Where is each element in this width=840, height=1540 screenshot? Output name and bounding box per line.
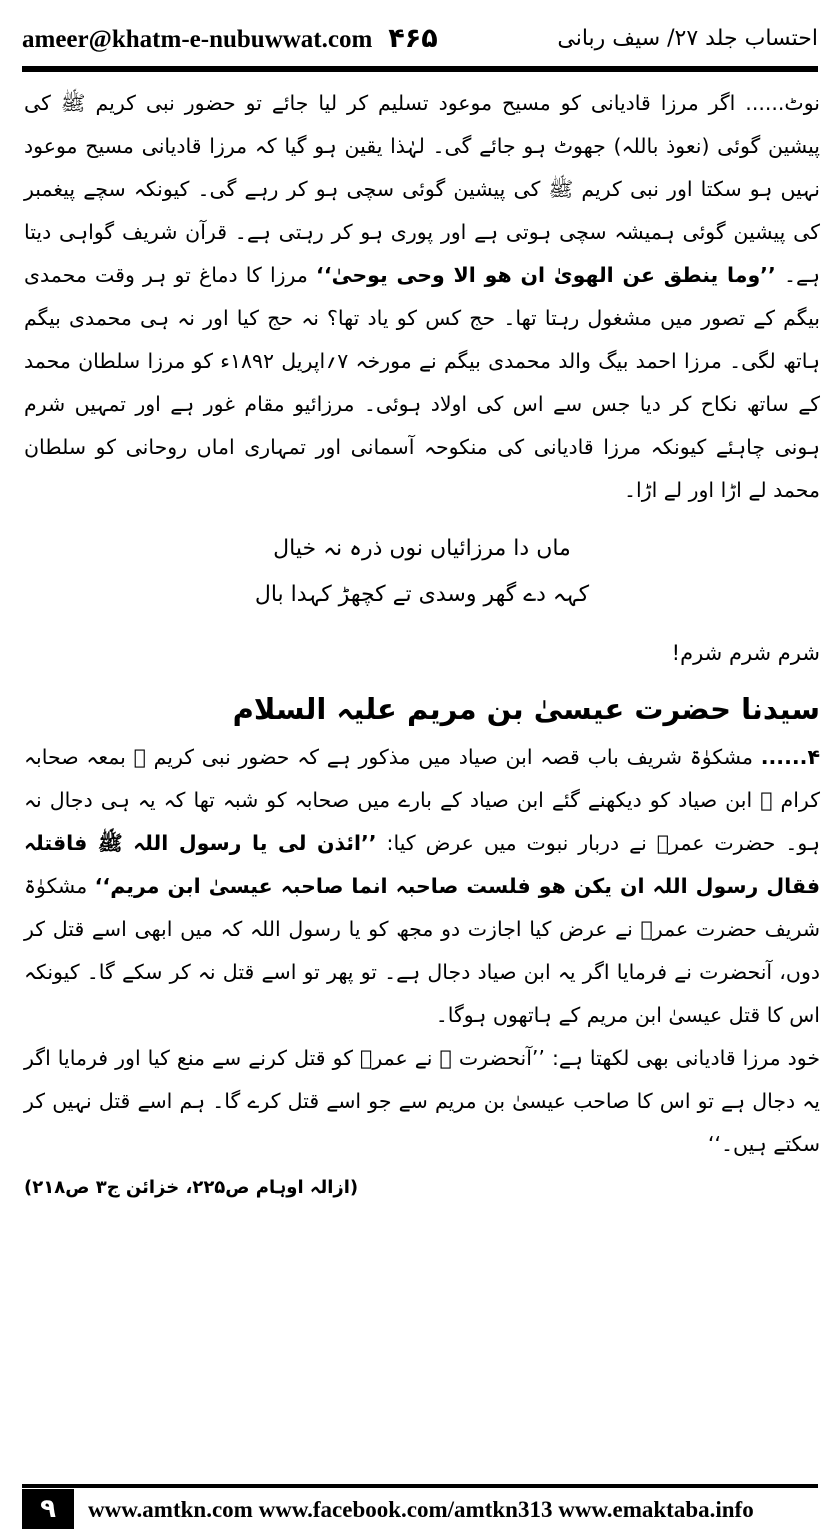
- quran-quote: ’’وما ینطق عن الھویٰ ان ھو الا وحی یوحیٰ‘‘: [316, 263, 776, 287]
- section-heading: سیدنا حضرت عیسیٰ بن مریم علیہ السلام: [232, 692, 820, 726]
- header-page-number: ۴۶۵: [388, 22, 438, 54]
- page-header: [22, 14, 818, 62]
- footer-websites[interactable]: www.amtkn.com www.facebook.com/amtkn313 www.emaktaba.info: [88, 1497, 754, 1522]
- header-book-title: احتساب جلد ۲۷/ سیف ربانی: [557, 25, 818, 51]
- paragraph-mirza-quote: خود مرزا قادیانی بھی لکھتا ہے: ’’آنحضرت ﷺ نے عمرؓ کو قتل کرنے سے منع کیا اور فرمایا اگر یہ دجال ہے تو اس کا صاحب عیسیٰ بن مریم سے جو اسے قتل کرے گا۔ ہم اسے قتل نہیں کر سکتے ہیں۔‘‘: [24, 1046, 820, 1156]
- header-email[interactable]: ameer@khatm-e-nubuwwat.com: [22, 25, 373, 53]
- verse-line-2: کہہ دے گھر وسدی تے کچھڑ کہدا بال: [254, 582, 590, 607]
- verse-line-1: ماں دا مرزائیاں نوں ذرہ نہ خیال: [273, 536, 571, 561]
- paragraph-note: [24, 82, 820, 512]
- paragraph-number: ۴......: [760, 745, 820, 769]
- mishkat-text: مشکوٰۃ شریف باب قصہ ابن صیاد میں مذکور ہے کہ حضور نبی کریم ﷺ بمعہ صحابہ کرام ﷺ ابن صیاد کو دیکھنے گئے ابن صیاد کے بارے میں صحابہ کو شبہ تھا کہ یہ ہی دجال نہ ہو۔ حضرت عمرؓ نے دربار نبوت میں عرض کیا:: [24, 745, 820, 855]
- exclamation: شرم شرم شرم!: [671, 641, 820, 665]
- page-body: [24, 82, 820, 1209]
- reference-line: [24, 1166, 820, 1209]
- page-footer: [22, 1484, 818, 1532]
- note-continuation: مرزا کا دماغ تو ہر وقت محمدی بیگم کے تصور میں مشغول رہتا تھا۔ حج کس کو یاد تھا؟ نہ حج کیا اور نہ ہی محمدی بیگم ہاتھ لگی۔ مرزا احمد بیگ والد محمدی بیگم نے مورخہ ۷؍اپریل ۱۸۹۲ء کو مرزا سلطان محمد کے ساتھ نکاح کر دیا جس سے اس کی اولاد ہوئی۔ مرزائیو مقام غور ہے اور تمہیں شرم ہونی چاہئے کیونکہ مرزا قادیانی کی منکوحہ آسمانی اور تمہاری اماں روحانی کو سلطان محمد لے اڑا اور لے اڑا۔: [24, 263, 820, 502]
- citation: (ازالہ اوہام ص۲۲۵، خزائن ج۳ ص۲۱۸): [24, 1177, 359, 1198]
- paragraph-mishkat: [24, 736, 820, 1037]
- mishkat-continuation: مشکوٰۃ شریف حضرت عمرؓ نے عرض کیا اجازت دو مجھ کو یا رسول اللہ کہ میں ابھی اسے قتل کر دوں، آنحضرت نے فرمایا اگر یہ ابن صیاد دجال ہے۔ تو پھر تو اسے قتل نہ کر سکے گا۔ کیونکہ اس کا قتل عیسیٰ ابن مریم کے ہاتھوں ہوگا۔: [24, 874, 820, 1027]
- header-left: [22, 23, 438, 54]
- footer-page-number: ۹: [22, 1489, 74, 1529]
- hadith-quote: ’’ائذن لی یا رسول اللہ ﷺ فاقتلہ فقال رسول اللہ ان یکن ھو فلست صاحبہ انما صاحبہ عیسیٰ ابن مریم‘‘: [24, 831, 820, 898]
- header-rule: [22, 66, 818, 72]
- note-text: نوٹ...... اگر مرزا قادیانی کو مسیح موعود تسلیم کر لیا جائے تو حضور نبی کریم ﷺ کی پیشین گوئی (نعوذ باللہ) جھوٹ ہو جائے گی۔ لہٰذا یقین ہو گیا کہ مرزا قادیانی مسیح موعود نہیں ہو سکتا اور نبی کریم ﷺ کی پیشین گوئی سچی ہو کر رہے گی۔ کیونکہ سچے پیغمبر کی پیشین گوئی ہمیشہ سچی ہوتی ہے اور پوری ہو کر رہتی ہے۔ قرآن شریف گواہی دیتا ہے۔: [24, 91, 820, 287]
- punjabi-verse: [24, 526, 820, 618]
